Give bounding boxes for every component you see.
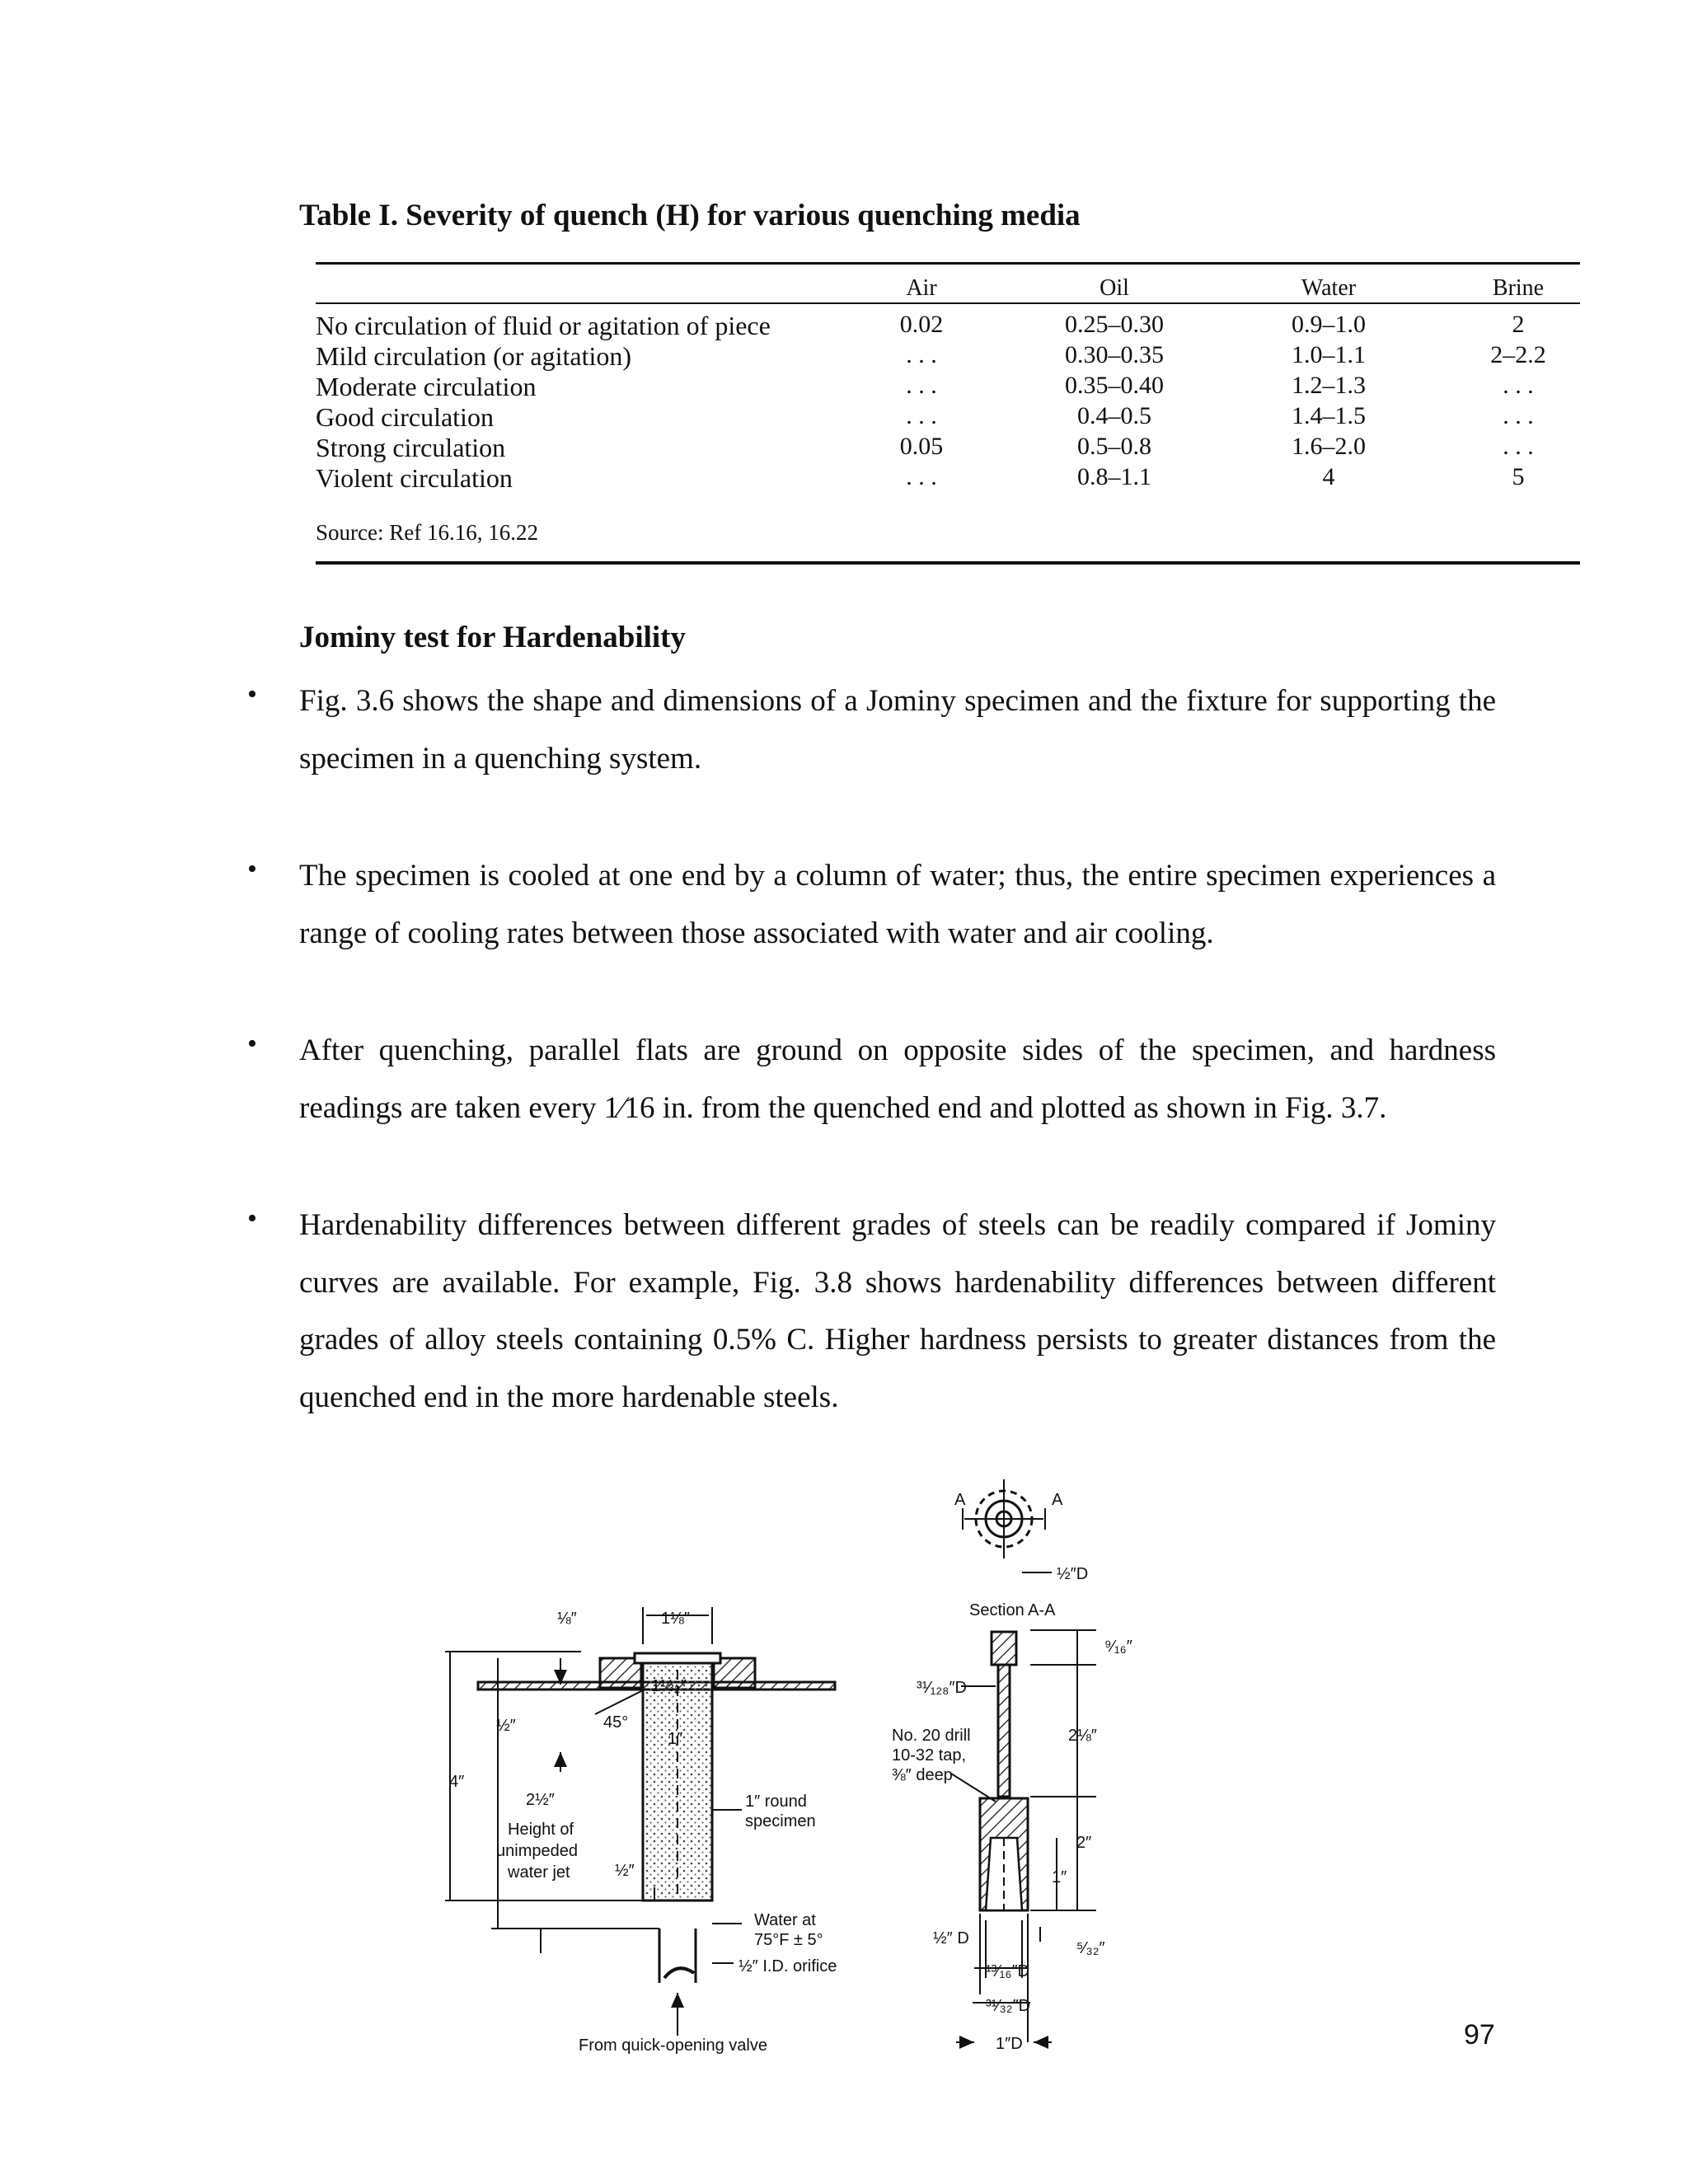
bullet-glyph: • bbox=[247, 679, 257, 710]
table-header-air: Air bbox=[906, 275, 937, 301]
label-water-2: 75°F ± 5° bbox=[754, 1931, 823, 1949]
label-two: 2″ bbox=[1076, 1834, 1092, 1852]
label-water-1: Water at bbox=[754, 1911, 816, 1929]
label-one-inch: 1″ bbox=[668, 1730, 683, 1748]
cell-oil: 0.35–0.40 bbox=[1065, 372, 1164, 399]
label-round-2: specimen bbox=[745, 1812, 816, 1830]
label-section: Section A-A bbox=[969, 1601, 1056, 1619]
label-one-d: 1″D bbox=[996, 2035, 1023, 2053]
table-header-water: Water bbox=[1301, 275, 1357, 301]
label-a-right: A bbox=[1052, 1491, 1063, 1509]
cell-oil: 0.5–0.8 bbox=[1077, 433, 1151, 460]
cell-water: 1.0–1.1 bbox=[1292, 341, 1366, 368]
cell-water: 1.2–1.3 bbox=[1292, 372, 1366, 399]
table-title: Table I. Severity of quench (H) for various quenching media bbox=[299, 199, 1081, 232]
label-four: 4″ bbox=[449, 1773, 465, 1791]
label-height-1: Height of bbox=[508, 1821, 574, 1839]
cell-air: . . . bbox=[906, 463, 937, 490]
cell-brine: . . . bbox=[1503, 433, 1534, 460]
cell-air: 0.05 bbox=[899, 433, 944, 460]
specimen-cap bbox=[992, 1632, 1016, 1665]
label-d-13-16: ¹³⁄₁₆″D bbox=[986, 1962, 1029, 1980]
label-two-eighth: 2⅛″ bbox=[1068, 1727, 1097, 1745]
label-five-32: ⁵⁄₃₂″ bbox=[1076, 1939, 1105, 1957]
bullet-glyph: • bbox=[247, 1203, 257, 1234]
label-d-31-32: ³¹⁄₃₂″D bbox=[986, 1997, 1031, 2015]
label-orifice: ½″ I.D. orifice bbox=[738, 1957, 837, 1975]
specimen-drawing bbox=[951, 1479, 1096, 2042]
cell-air: 0.02 bbox=[899, 311, 944, 338]
row-label: Moderate circulation bbox=[316, 372, 537, 401]
section-heading: Jominy test for Hardenability bbox=[299, 621, 686, 654]
table-header-brine: Brine bbox=[1492, 275, 1545, 301]
page-number: 97 bbox=[1464, 2019, 1495, 2050]
cell-water: 0.9–1.0 bbox=[1292, 311, 1366, 338]
label-angle: 45° bbox=[603, 1713, 629, 1732]
nozzle bbox=[659, 1929, 696, 1983]
cell-water: 1.6–2.0 bbox=[1292, 433, 1366, 460]
cell-brine: 2 bbox=[1512, 311, 1525, 338]
label-d-31-128: ³¹⁄₁₂₈″D bbox=[917, 1679, 967, 1697]
cell-water: 4 bbox=[1322, 463, 1335, 490]
bullet-paragraph: Hardenability differences between different grades of steels can be readily compared if Jominy curves are available. For example, Fig. 3.8 shows hardenability differences between different grades of alloy steels containing 0.5% C. Higher hardness persists to greater distances from the quenched end in the more hardenable steels. bbox=[299, 1208, 1496, 1414]
label-half-low: ½″ bbox=[615, 1862, 635, 1880]
row-label: Mild circulation (or agitation) bbox=[316, 341, 631, 371]
label-one: 1″ bbox=[1052, 1868, 1067, 1886]
bullet-glyph: • bbox=[247, 854, 257, 884]
cell-brine: 2–2.2 bbox=[1490, 341, 1546, 368]
label-round-1: 1″ round bbox=[745, 1793, 807, 1811]
cell-air: . . . bbox=[906, 402, 937, 429]
label-one-eighth: 1⅛″ bbox=[661, 1610, 690, 1628]
cell-oil: 0.25–0.30 bbox=[1065, 311, 1164, 338]
label-nine-16: ⁹⁄₁₆″ bbox=[1104, 1638, 1132, 1656]
specimen-shank bbox=[998, 1665, 1010, 1797]
label-drill-3: ⅜″ deep bbox=[892, 1766, 953, 1784]
label-valve: From quick-opening valve bbox=[579, 2036, 767, 2055]
label-height-3: water jet bbox=[508, 1863, 570, 1882]
cell-oil: 0.4–0.5 bbox=[1077, 402, 1151, 429]
bullet-paragraph: After quenching, parallel flats are ground on opposite sides of the specimen, and hardness readings are taken every 1⁄16 in. from the quenched end and plotted as shown in Fig. 3.7. bbox=[299, 1033, 1496, 1125]
row-label: Violent circulation bbox=[316, 463, 513, 493]
bullet-paragraph: Fig. 3.6 shows the shape and dimensions of a Jominy specimen and the fixture for supporting the specimen in a quenching system. bbox=[299, 684, 1496, 776]
label-half-top: ½″ bbox=[496, 1717, 516, 1735]
cell-brine: . . . bbox=[1503, 402, 1534, 429]
cell-brine: 5 bbox=[1512, 463, 1525, 490]
label-half-d-bottom: ½″ D bbox=[933, 1929, 969, 1947]
cell-oil: 0.30–0.35 bbox=[1065, 341, 1164, 368]
table-header-oil: Oil bbox=[1100, 275, 1129, 301]
label-a-left: A bbox=[954, 1491, 966, 1509]
cell-air: . . . bbox=[906, 341, 937, 368]
cell-air: . . . bbox=[906, 372, 937, 399]
label-drill-2: 10-32 tap, bbox=[892, 1746, 967, 1765]
cell-brine: . . . bbox=[1503, 372, 1534, 399]
label-eighth: ⅛″ bbox=[557, 1610, 577, 1628]
bullet-paragraph: The specimen is cooled at one end by a column of water; thus, the entire specimen experiences a range of cooling rates between those associated with water and air cooling. bbox=[299, 859, 1496, 950]
cell-oil: 0.8–1.1 bbox=[1077, 463, 1151, 490]
label-height-2: unimpeded bbox=[496, 1842, 578, 1860]
label-one-32: 1⅓₂″ bbox=[651, 1677, 687, 1695]
row-label: No circulation of fluid or agitation of piece bbox=[316, 311, 771, 340]
specimen-labels bbox=[892, 1491, 1132, 2053]
label-two-half: 2½″ bbox=[526, 1791, 555, 1809]
table-source: Source: Ref 16.16, 16.22 bbox=[316, 520, 538, 545]
label-half-d: ½″D bbox=[1057, 1565, 1089, 1583]
label-drill-1: No. 20 drill bbox=[892, 1727, 971, 1745]
row-label: Good circulation bbox=[316, 402, 494, 432]
bullet-glyph: • bbox=[247, 1029, 257, 1059]
cell-water: 1.4–1.5 bbox=[1292, 402, 1366, 429]
row-label: Strong circulation bbox=[316, 433, 506, 462]
